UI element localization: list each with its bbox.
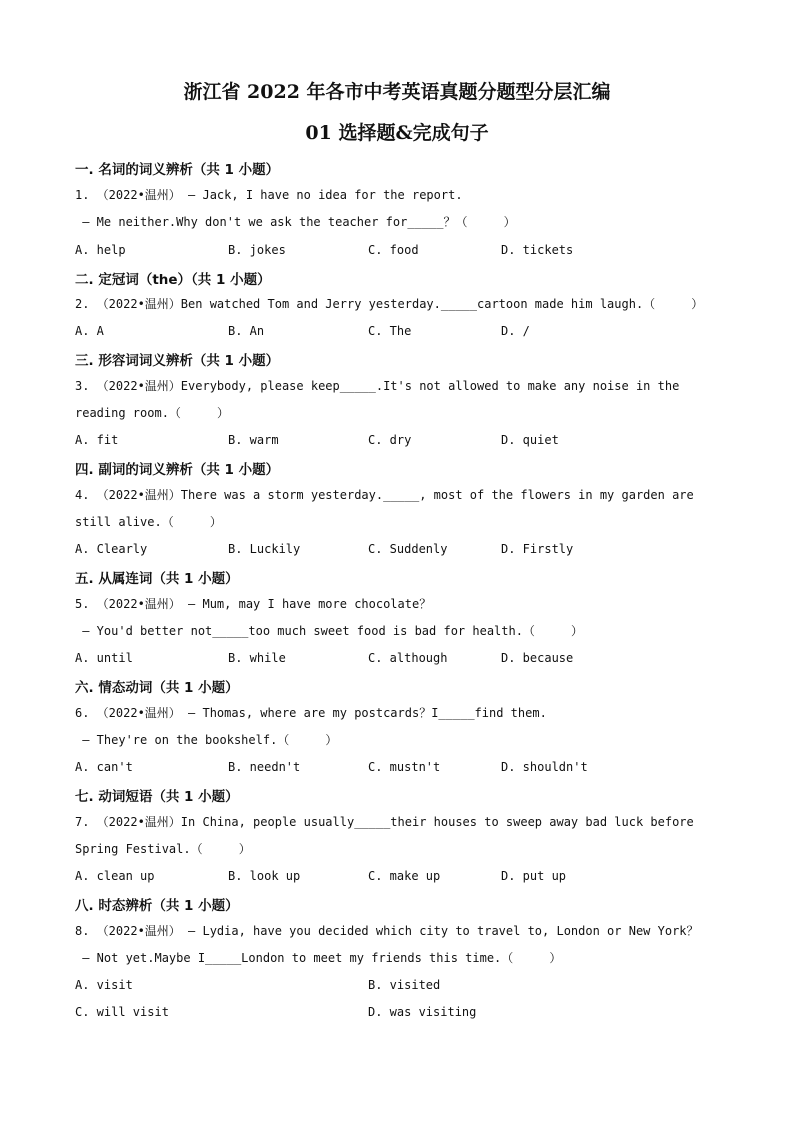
options-row-2 [75,324,735,344]
option-a[interactable]: A. can't [75,760,133,774]
option-d[interactable]: D. tickets [501,243,574,257]
option-d[interactable]: D. Firstly [501,542,574,556]
option-b[interactable]: B. needn't [228,760,301,774]
option-b[interactable]: B. while [228,651,286,665]
options-row-7 [75,869,735,889]
option-b[interactable]: B. An [228,324,265,338]
question-8: 8. （2022•温州） – Lydia, have you decided which city to travel to, London or New York？ – Not yet.Maybe I_____London to meet my friends this time.（ ） [75,924,699,965]
option-a[interactable]: A. A [75,324,104,338]
option-c[interactable]: C. mustn't [368,760,441,774]
section-heading-6: 六. 情态动词（共 1 小题） [75,680,239,696]
option-a[interactable]: A. until [75,651,133,665]
options-row-6 [75,760,735,780]
options-row-3 [75,433,735,453]
section-heading-3: 三. 形容词词义辨析（共 1 小题） [75,353,280,369]
option-b[interactable]: B. warm [228,433,279,447]
option-c[interactable]: C. The [368,324,412,338]
question-2: 2. （2022•温州）Ben watched Tom and Jerry yesterday._____cartoon made him laugh.（ ） [75,297,704,311]
option-b[interactable]: B. Luckily [228,542,301,556]
option-a[interactable]: A. visit [75,978,133,992]
options-row-1 [75,243,735,263]
option-d[interactable]: D. because [501,651,574,665]
question-1: 1. （2022•温州） – Jack, I have no idea for the report. – Me neither.Why don't we ask the teacher for_____？（ ） [75,188,516,229]
option-c[interactable]: C. will visit [75,1005,169,1019]
option-a[interactable]: A. clean up [75,869,155,883]
option-c[interactable]: C. Suddenly [368,542,448,556]
document-title: 浙江省 2022 年各市中考英语真题分题型分层汇编 [183,81,611,103]
section-heading-7: 七. 动词短语（共 1 小题） [75,789,239,805]
option-d[interactable]: D. put up [501,869,567,883]
section-heading-1: 一. 名词的词义辨析（共 1 小题） [75,162,280,178]
option-a[interactable]: A. fit [75,433,119,447]
option-d[interactable]: D. was visiting [368,1005,477,1019]
section-heading-4: 四. 副词的词义辨析（共 1 小题） [75,462,280,478]
options-row-8b [75,1005,735,1025]
option-b[interactable]: B. look up [228,869,301,883]
question-3: 3. （2022•温州）Everybody, please keep_____.It's not allowed to make any noise in the reading room.（ ） [75,379,687,420]
option-c[interactable]: C. dry [368,433,412,447]
question-4: 4. （2022•温州）There was a storm yesterday._____, most of the flowers in my garden are still alive.（ ） [75,488,701,529]
document-subtitle: 01 选择题&完成句子 [305,122,489,144]
options-row-4 [75,542,735,562]
option-a[interactable]: A. Clearly [75,542,148,556]
question-6: 6. （2022•温州） – Thomas, where are my postcards？I_____find them. – They're on the bookshelf.（ ） [75,706,547,747]
option-d[interactable]: D. shouldn't [501,760,588,774]
section-heading-5: 五. 从属连词（共 1 小题） [75,571,239,587]
option-b[interactable]: B. visited [368,978,441,992]
options-row-8a [75,978,735,998]
option-c[interactable]: C. make up [368,869,441,883]
option-c[interactable]: C. although [368,651,448,665]
option-b[interactable]: B. jokes [228,243,286,257]
section-heading-2: 二. 定冠词（the）（共 1 小题） [75,272,271,288]
section-heading-8: 八. 时态辨析（共 1 小题） [75,898,239,914]
option-c[interactable]: C. food [368,243,419,257]
option-d[interactable]: D. / [501,324,530,338]
options-row-5 [75,651,735,671]
question-5: 5. （2022•温州） – Mum, may I have more chocolate？ – You'd better not_____too much sweet food is bad for health.（ ） [75,597,584,638]
option-d[interactable]: D. quiet [501,433,559,447]
option-a[interactable]: A. help [75,243,126,257]
question-7: 7. （2022•温州）In China, people usually_____their houses to sweep away bad luck before Spring Festival.（ ） [75,815,701,856]
